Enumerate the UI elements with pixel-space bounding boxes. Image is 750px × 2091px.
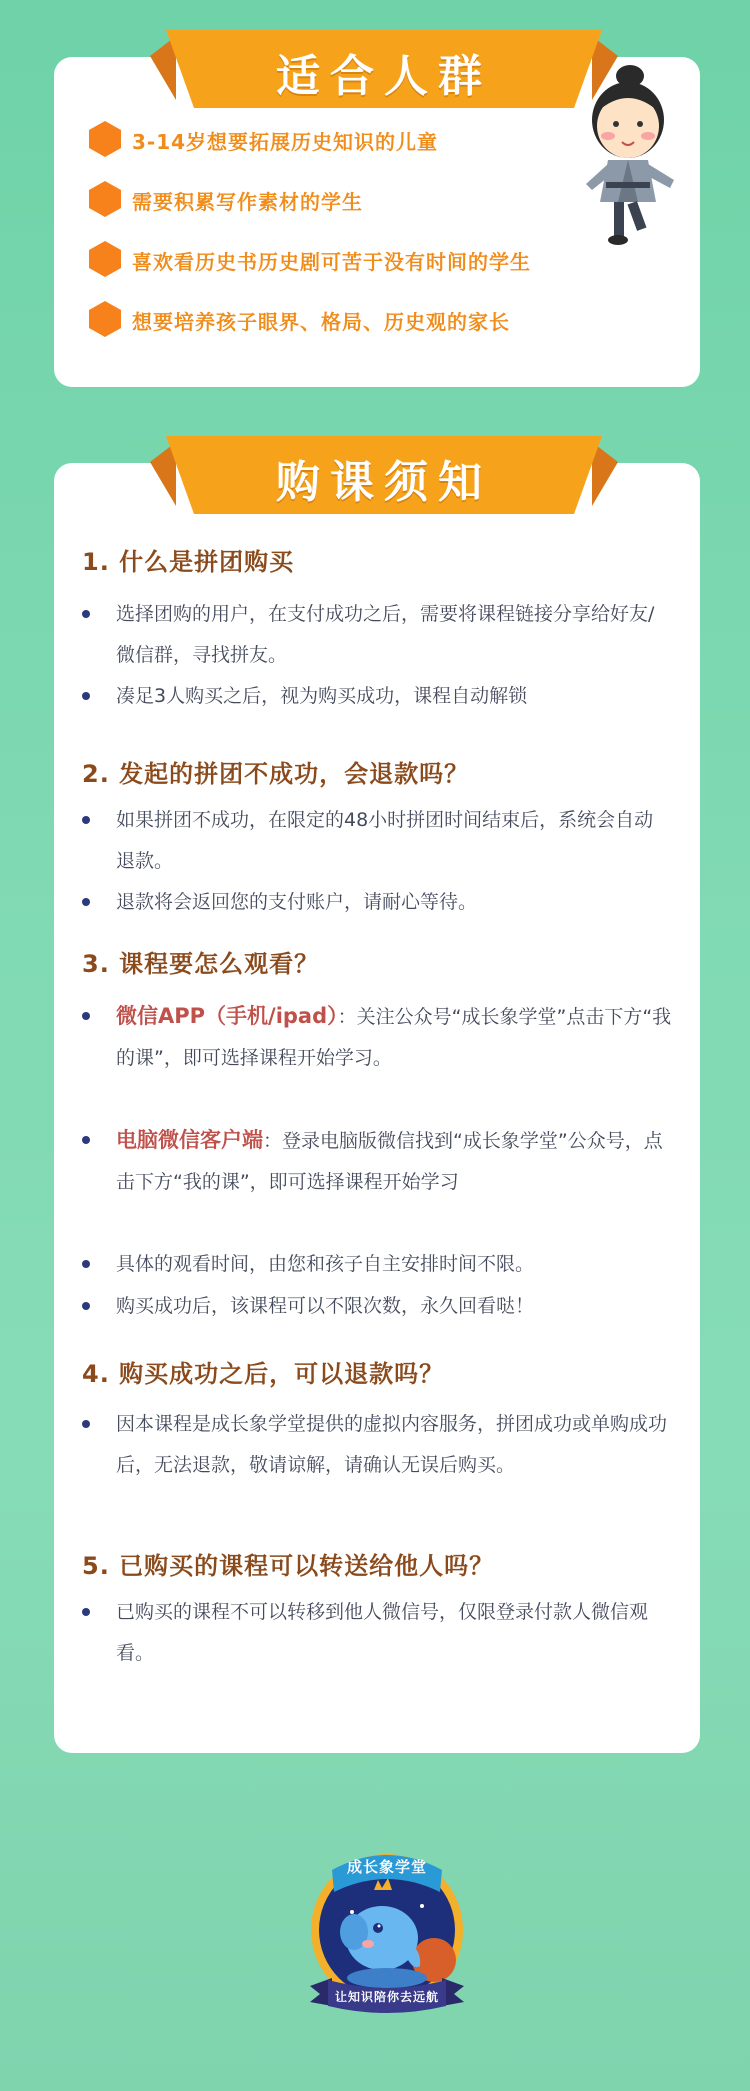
bullet-dot-icon (82, 1012, 90, 1020)
bullet-text: 具体的观看时间，由您和孩子自主安排时间不限。 (116, 1253, 535, 1275)
bullet-text: 选择团购的用户，在支付成功之后，需要将课程链接分享给好友/微信群，寻找拼友。 (116, 603, 655, 666)
notice-title: 购课须知 (276, 457, 492, 508)
audience-item-text: 想要培养孩子眼界、格局、历史观的家长 (132, 310, 510, 334)
bullet-text (116, 996, 672, 1079)
bullet-body: ：登录电脑版微信找到“成长象学堂”公众号，点击下方“我的课”，即可选择课程开始学习 (116, 1130, 663, 1193)
highlight-label: 微信APP（手机/ipad） (116, 1004, 338, 1028)
list-item (82, 1404, 672, 1486)
logo-name: 成长象学堂 (346, 1858, 427, 1876)
list-item (82, 800, 672, 882)
notice-banner (150, 436, 618, 514)
logo-slogan: 让知识陪你去远航 (334, 1990, 439, 2004)
bullet-dot-icon (82, 1136, 90, 1144)
audience-banner (150, 30, 618, 108)
bullet-dot-icon (82, 1608, 90, 1616)
audience-item-text: 需要积累写作素材的学生 (132, 190, 363, 214)
bullet-text: 如果拼团不成功，在限定的48小时拼团时间结束后，系统会自动退款。 (116, 809, 654, 872)
audience-item-text: 3-14岁想要拓展历史知识的儿童 (132, 130, 439, 154)
hexagon-bullet-icon (88, 240, 122, 278)
audience-list (88, 120, 608, 360)
cartoon-child-icon (578, 62, 688, 252)
list-item (82, 594, 672, 676)
list-item (88, 180, 608, 240)
highlight-label: 电脑微信客户端 (116, 1128, 263, 1152)
brand-logo (302, 1820, 472, 2024)
bullet-text: 凑足3人购买之后，视为购买成功，课程自动解锁 (116, 685, 528, 707)
bullet-text (116, 1120, 672, 1203)
list-item (88, 240, 608, 300)
list-item (82, 1244, 672, 1285)
bullet-dot-icon (82, 1260, 90, 1268)
list-item (82, 1592, 672, 1674)
bullet-dot-icon (82, 1420, 90, 1428)
bullet-text: 退款将会返回您的支付账户，请耐心等待。 (116, 891, 478, 913)
bullet-body: ：关注公众号“成长象学堂”点击下方“我的课”，即可选择课程开始学习。 (116, 1006, 672, 1069)
hexagon-bullet-icon (88, 300, 122, 338)
bullet-dot-icon (82, 610, 90, 618)
bullet-text: 购买成功后，该课程可以不限次数，永久回看哒！ (116, 1295, 535, 1317)
bullet-text: 已购买的课程不可以转移到他人微信号，仅限登录付款人微信观看。 (116, 1601, 649, 1664)
audience-item-text: 喜欢看历史书历史剧可苦于没有时间的学生 (132, 250, 531, 274)
bullet-text: 因本课程是成长象学堂提供的虚拟内容服务，拼团成功或单购成功后，无法退款，敬请谅解，请确认无误后购买。 (116, 1413, 668, 1476)
section-title-4: 4. 购买成功之后，可以退款吗？ (82, 1360, 445, 1388)
section-title-2: 2. 发起的拼团不成功，会退款吗？ (82, 760, 470, 788)
list-item (82, 882, 672, 923)
hexagon-bullet-icon (88, 180, 122, 218)
list-item (88, 120, 608, 180)
bullet-dot-icon (82, 692, 90, 700)
bullet-dot-icon (82, 898, 90, 906)
audience-title: 适合人群 (276, 51, 492, 102)
list-item (82, 996, 672, 1079)
list-item (88, 300, 608, 360)
bullet-dot-icon (82, 816, 90, 824)
list-item (82, 676, 672, 717)
section-title-5: 5. 已购买的课程可以转送给他人吗？ (82, 1552, 495, 1580)
hexagon-bullet-icon (88, 120, 122, 158)
list-item (82, 1120, 672, 1203)
list-item (82, 1286, 672, 1327)
bullet-dot-icon (82, 1302, 90, 1310)
section-title-3: 3. 课程要怎么观看？ (82, 950, 320, 978)
section-title-1: 1. 什么是拼团购买 (82, 548, 295, 576)
